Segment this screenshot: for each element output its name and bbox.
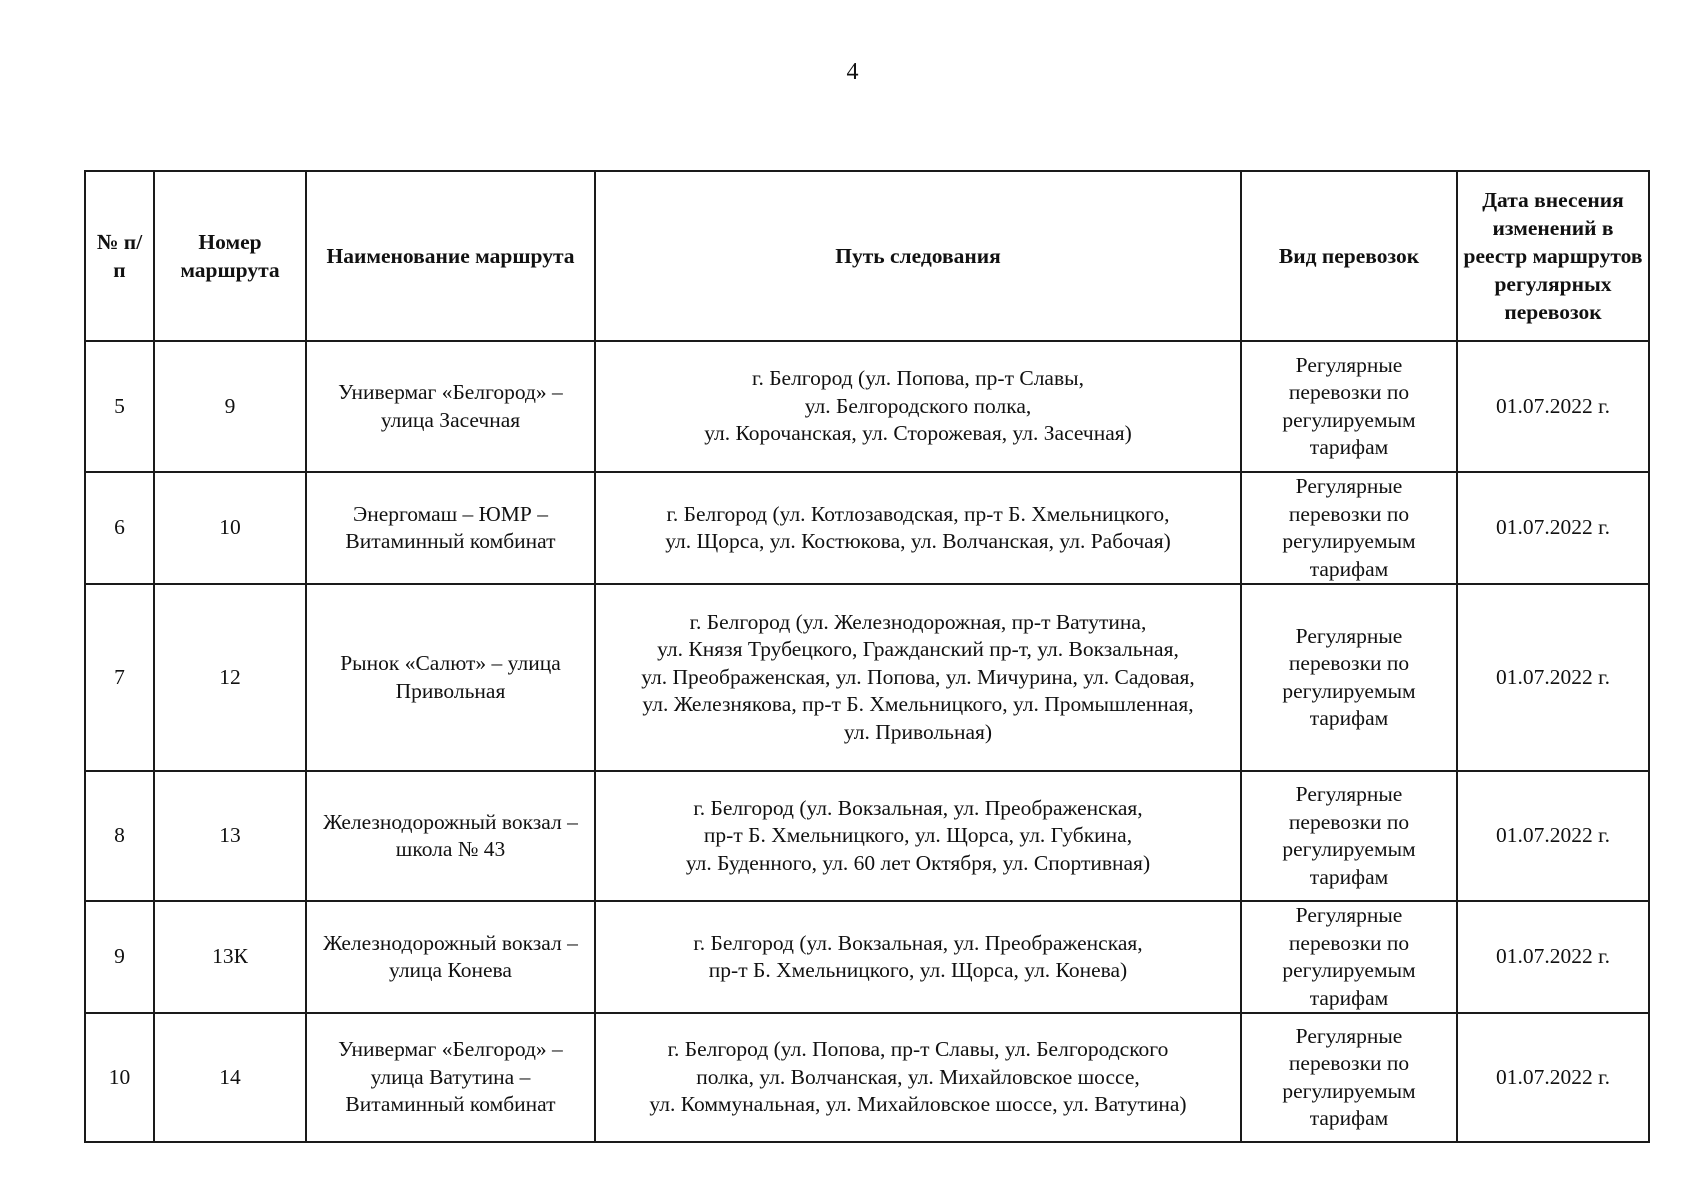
cell-route-path [595,472,1241,584]
route-path-line: ул. Князя Трубецкого, Гражданский пр-т, ул. Вокзальная, [657,637,1179,662]
cell-route-number: 14 [154,1013,306,1142]
cell-route-name: Универмаг «Белгород» – улица Ватутина – Витаминный комбинат [306,1013,595,1142]
cell-change-date: 01.07.2022 г. [1457,771,1649,901]
route-path-line: ул. Преображенская, ул. Попова, ул. Мичурина, ул. Садовая, [641,664,1195,689]
cell-num: 7 [85,584,154,771]
route-path-line: г. Белгород (ул. Вокзальная, ул. Преображенская, [693,930,1143,955]
route-path-line: пр-т Б. Хмельницкого, ул. Щорса, ул. Конева) [708,958,1128,982]
table-header-row [85,171,1649,341]
header-num: № п/п [85,171,154,341]
route-path-line: г. Белгород (ул. Котлозаводская, пр-т Б. Хмельницкого, [666,501,1170,526]
page-number: 4 [846,59,859,85]
header-route-name: Наименование маршрута [306,171,595,341]
cell-num: 5 [85,341,154,472]
cell-route-name: Железнодорожный вокзал – улица Конева [306,901,595,1013]
header-transport-type: Вид перевозок [1241,171,1457,341]
route-path-line: ул. Щорса, ул. Костюкова, ул. Волчанская, ул. Рабочая) [665,529,1171,553]
route-path-line: ул. Коммунальная, ул. Михайловское шоссе, ул. Ватутина) [649,1092,1187,1117]
cell-route-path [595,584,1241,771]
route-path-line: пр-т Б. Хмельницкого, ул. Щорса, ул. Губкина, [703,823,1133,848]
route-path-line: г. Белгород (ул. Попова, пр-т Славы, [752,366,1084,391]
cell-num: 9 [85,901,154,1013]
cell-transport-type: Регулярные перевозки по регулируемым тарифам [1241,901,1457,1013]
table-row [85,584,1649,771]
cell-num: 6 [85,472,154,584]
route-path-line: г. Белгород (ул. Железнодорожная, пр-т Ватутина, [689,609,1147,634]
table-row [85,472,1649,584]
cell-route-path [595,341,1241,472]
cell-route-path [595,771,1241,901]
cell-change-date: 01.07.2022 г. [1457,584,1649,771]
cell-route-name: Универмаг «Белгород» – улица Засечная [306,341,595,472]
route-path-line: ул. Буденного, ул. 60 лет Октября, ул. Спортивная) [685,850,1151,875]
cell-num: 10 [85,1013,154,1142]
cell-transport-type: Регулярные перевозки по регулируемым тарифам [1241,472,1457,584]
cell-num: 8 [85,771,154,901]
header-route-path: Путь следования [595,171,1241,341]
header-change-date: Дата внесения изменений в реестр маршрутов регулярных перевозок [1457,171,1649,341]
table-row [85,771,1649,901]
cell-route-number: 10 [154,472,306,584]
cell-change-date: 01.07.2022 г. [1457,341,1649,472]
cell-route-number: 12 [154,584,306,771]
cell-route-path [595,901,1241,1013]
route-path-line: г. Белгород (ул. Попова, пр-т Славы, ул. Белгородского [667,1037,1169,1062]
route-path-line: полка, ул. Волчанская, ул. Михайловское шоссе, [696,1064,1140,1089]
table-row [85,1013,1649,1142]
table-row [85,341,1649,472]
cell-transport-type: Регулярные перевозки по регулируемым тарифам [1241,341,1457,472]
cell-route-name: Энергомаш – ЮМР – Витаминный комбинат [306,472,595,584]
routes-registry-table [84,170,1650,1143]
cell-route-number: 13 [154,771,306,901]
table-row [85,901,1649,1013]
cell-transport-type: Регулярные перевозки по регулируемым тарифам [1241,584,1457,771]
route-path-line: ул. Белгородского полка, [804,393,1032,418]
route-path-line: ул. Корочанская, ул. Сторожевая, ул. Засечная) [704,421,1132,446]
cell-route-path [595,1013,1241,1142]
header-route-number: Номер маршрута [154,171,306,341]
cell-route-name: Железнодорожный вокзал – школа № 43 [306,771,595,901]
cell-route-number: 9 [154,341,306,472]
route-path-line: ул. Железнякова, пр-т Б. Хмельницкого, ул. Промышленная, [642,692,1194,717]
cell-change-date: 01.07.2022 г. [1457,1013,1649,1142]
cell-transport-type: Регулярные перевозки по регулируемым тарифам [1241,1013,1457,1142]
cell-route-number: 13К [154,901,306,1013]
cell-transport-type: Регулярные перевозки по регулируемым тарифам [1241,771,1457,901]
cell-change-date: 01.07.2022 г. [1457,901,1649,1013]
route-path-line: г. Белгород (ул. Вокзальная, ул. Преображенская, [693,795,1143,820]
route-path-line: ул. Привольная) [843,719,993,744]
cell-route-name: Рынок «Салют» – улица Привольная [306,584,595,771]
cell-change-date: 01.07.2022 г. [1457,472,1649,584]
